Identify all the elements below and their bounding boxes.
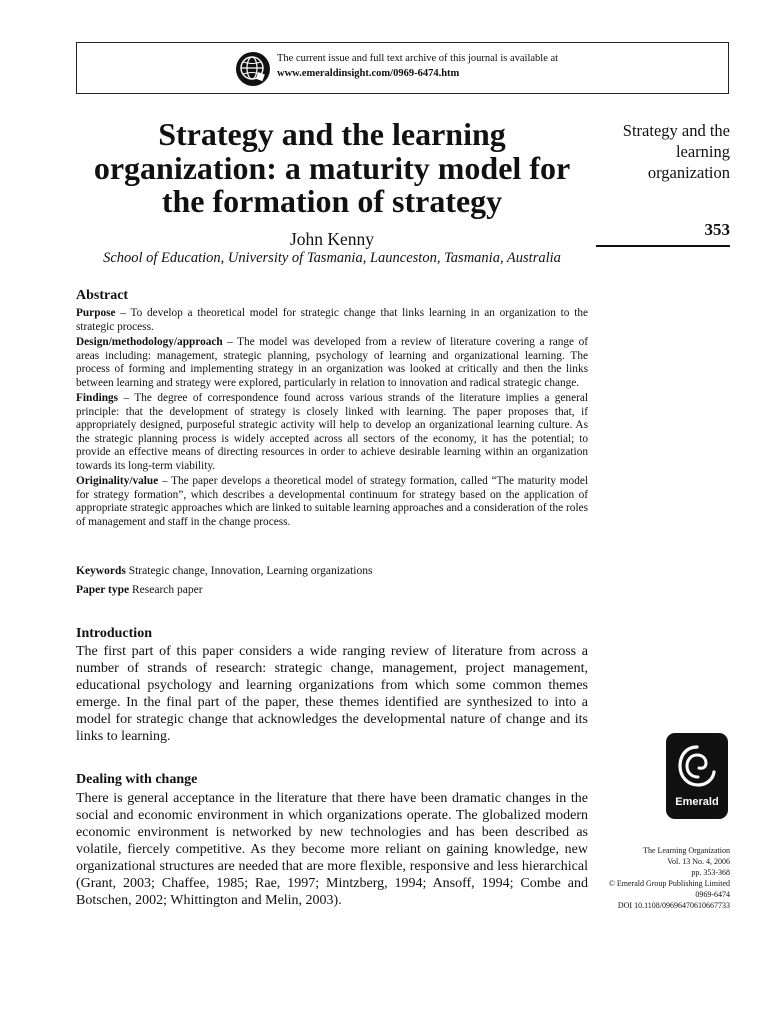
keywords-text: Strategic change, Innovation, Learning organizations bbox=[125, 565, 373, 577]
emerald-logo bbox=[666, 733, 728, 819]
abstract-label: Design/methodology/approach bbox=[76, 336, 223, 348]
paper-type-label: Paper type bbox=[76, 584, 130, 596]
introduction-heading: Introduction bbox=[76, 626, 152, 641]
citation-copyright: © Emerald Group Publishing Limited bbox=[608, 879, 730, 888]
abstract-text: – To develop a theoretical model for strategic change that links learning in an organization to the strategic process. bbox=[76, 307, 588, 333]
keywords-label: Keywords bbox=[76, 565, 126, 577]
running-head bbox=[596, 121, 730, 184]
citation-issn: 0969-6474 bbox=[695, 890, 730, 899]
abstract-label: Findings bbox=[76, 392, 119, 404]
dealing-with-change-body: There is general acceptance in the literature that there have been dramatic changes in the social and economic environment in which organizations operate. The globalized modern economic environment is networked by new technologies and has been described as volatile, fiercely competitive. As they become more reliant on gaining knowledge, new organizational structures are needed that are more flexible, responsive and less hierarchical (Grant, 2003; Chaffee, 1985; Rae, 1997; Mintzberg, 1994; Ansoff, 1994; Combe and Botschen, 2002; Whittington and Melin, 2003). bbox=[76, 791, 588, 908]
abstract-purpose bbox=[76, 307, 588, 334]
abstract-findings bbox=[76, 392, 588, 473]
abstract-body bbox=[76, 307, 588, 531]
paper-type bbox=[76, 584, 588, 596]
abstract-design bbox=[76, 336, 588, 390]
author-name: John Kenny bbox=[289, 229, 375, 249]
author-affiliation: School of Education, University of Tasmania, Launceston, Tasmania, Australia bbox=[103, 250, 561, 266]
citation-pages: pp. 353-368 bbox=[691, 868, 730, 877]
banner-url-link[interactable]: www.emeraldinsight.com/0969-6474.htm bbox=[277, 68, 460, 79]
abstract-label: Originality/value bbox=[76, 475, 159, 487]
paper-type-text: Research paper bbox=[129, 584, 203, 596]
dealing-with-change-heading: Dealing with change bbox=[76, 772, 198, 787]
globe-icon bbox=[235, 51, 271, 87]
page-number-rule bbox=[596, 245, 730, 247]
running-head-line: learning bbox=[675, 141, 730, 161]
abstract-text: – The degree of correspondence found across various strands of the literature implies a general principle: that the development of strategy is closely linked with learning. The paper proposes that, if appropriately designed, purposeful strategic activity will help to develop an organizational learning culture. As the strategic planning process is widely accepted across all sectors of the economy, it has the potential; to provide an effective means of directing resources in order to achieve desirable learning within an organization towards its long-term viability. bbox=[76, 392, 588, 472]
article-title: Strategy and the learning organization: a maturity model for the formation of strategy bbox=[93, 116, 571, 220]
citation-journal: The Learning Organization bbox=[643, 846, 730, 855]
running-head-line: organization bbox=[647, 162, 730, 182]
citation-volume: Vol. 13 No. 4, 2006 bbox=[667, 857, 730, 866]
running-head-line: Strategy and the bbox=[622, 121, 730, 140]
abstract-text: – The paper develops a theoretical model of strategy formation, called “The maturity model for strategy formation”, which describes a developmental continuum for strategy based on the application of appropriate strategic approaches which are linked to suitable learning approaches and a consideration of the roles of management and staff in the change process. bbox=[76, 475, 588, 528]
citation-block bbox=[590, 845, 730, 911]
emerald-swirl-icon bbox=[675, 741, 719, 793]
introduction-body: The first part of this paper considers a wide ranging review of literature from across a number of strands of research: strategic change, management, project management, educational psychology and learning organizations from which some common themes emerge. In the final part of the paper, these themes identified are synthesized to into a model for strategic change that acknowledges the developmental nature of change and its links to learning. bbox=[76, 644, 588, 744]
journal-banner bbox=[76, 42, 729, 94]
abstract-text: – The model was developed from a review of literature covering a range of areas including: management, strategic planning, psychology of learning and organizational learning. The process of forming and implementing strategy in an organization was looked at critically and then the links between learning and strategy were explored, particularly in relation to innovation and radical strategic change. bbox=[76, 336, 588, 389]
emerald-logo-text: Emerald bbox=[675, 796, 719, 808]
keywords bbox=[76, 565, 588, 577]
citation-doi: DOI 10.1108/09696470610667733 bbox=[617, 901, 730, 910]
page-number: 353 bbox=[704, 220, 730, 239]
abstract-label: Purpose bbox=[76, 307, 116, 319]
banner-availability-text: The current issue and full text archive of this journal is available at bbox=[277, 53, 559, 64]
abstract-heading: Abstract bbox=[76, 288, 129, 303]
abstract-originality bbox=[76, 475, 588, 529]
